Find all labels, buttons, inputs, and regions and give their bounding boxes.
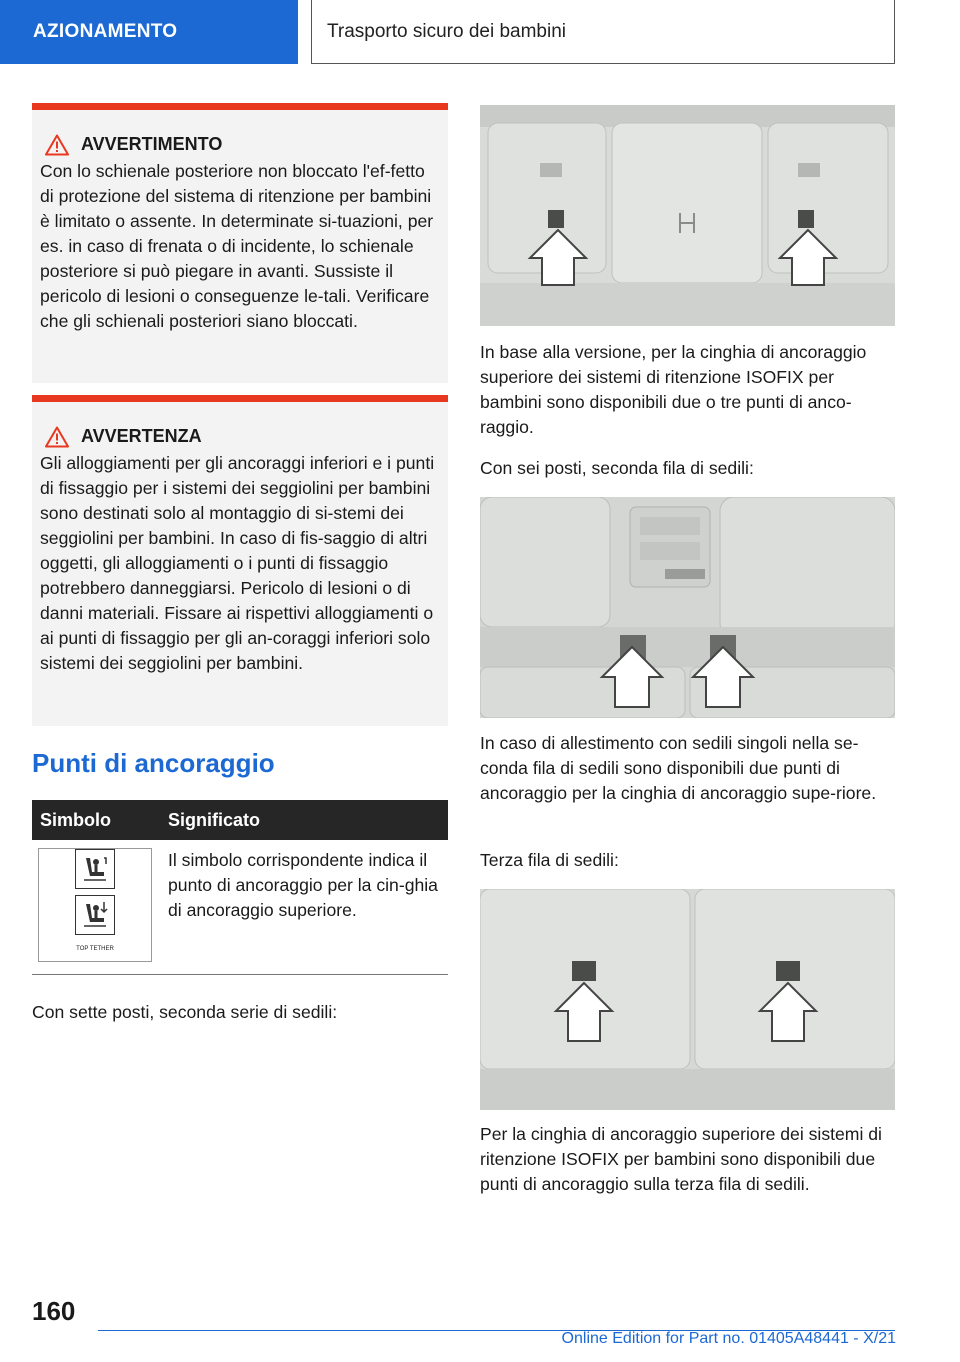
footer-edition: Online Edition for Part no. 01405A48441 - X/21: [561, 1330, 896, 1347]
versions-paragraph: In base alla versione, per la cinghia di ancoraggio superiore dei sistemi di ritenzione ISOFIX per bambini sono disponibili due o tre punti di anco-raggio.: [480, 342, 867, 437]
warning-box-avvertenza: [32, 395, 448, 726]
table-cell-meaning: Il simbolo corrispondente indica il punto di ancoraggio per la cin-ghia di ancoraggio superiore.: [160, 840, 448, 975]
top-tether-icon: [75, 895, 115, 935]
header-topic: Trasporto sicuro dei bambini: [311, 0, 895, 64]
anchor-photo-six-seats: [480, 497, 895, 718]
table-header-meaning: Significato: [160, 800, 448, 840]
warning-triangle-icon: [45, 134, 69, 156]
section-heading: Punti di ancoraggio: [32, 748, 275, 778]
table-header-symbol: Simbolo: [32, 800, 160, 840]
child-seat-anchor-icon: [75, 849, 115, 889]
anchor-photo-third-row: [480, 889, 895, 1110]
page-number: 160: [32, 1296, 76, 1326]
table-cell-symbol: [32, 840, 160, 975]
third-row-paragraph: Per la cinghia di ancoraggio superiore dei sistemi di ritenzione ISOFIX per bambini sono disponibili due punti di ancoraggio sulla terza fila di sedili.: [480, 1124, 882, 1194]
warning-text: Con lo schienale posteriore non bloccato l'ef-fetto di protezione del sistema di ritenzione per bambini è limitato o assente. In determinate si-tuazioni, per es. in caso di frenata o di incidente, lo schienale posteriore si può piegare in avanti. Sussiste il pericolo di lesioni o conseguenze le-tali. Verificare che gli schienali posteriori siano bloccati.: [40, 161, 434, 331]
warning-triangle-icon: [45, 426, 69, 448]
top-tether-caption: TOP TETHER: [76, 945, 114, 952]
header-section-label: AZIONAMENTO: [0, 0, 298, 64]
symbol-table: [32, 800, 448, 975]
anchor-photo-second-row: [480, 105, 895, 326]
seven-seat-caption: Con sette posti, seconda serie di sedili:: [32, 1002, 338, 1022]
warning-title: AVVERTENZA: [81, 426, 202, 446]
third-row-caption: Terza fila di sedili:: [480, 850, 619, 870]
warning-title-row: [40, 132, 440, 157]
table-row: [32, 840, 448, 975]
warning-text: Gli alloggiamenti per gli ancoraggi inferiori e i punti di fissaggio per i sistemi dei seggiolini per bambini sono destinati solo al montaggio di si-stemi dei seggiolini per bambini. In caso di fis-saggio di altri oggetti, gli alloggiamenti o i punti di fissaggio potrebbero danneggiarsi. Pericolo di lesioni o di danni materiali. Fissare ai rispettivi alloggiamenti o ai punti di fissaggio per gli an-coraggi inferiori solo sistemi dei seggiolini per bambini.: [40, 453, 435, 673]
warning-box-avvertimento: [32, 103, 448, 383]
warning-title-row: [40, 424, 440, 449]
top-tether-symbol: [38, 848, 152, 962]
warning-title: AVVERTIMENTO: [81, 134, 223, 154]
single-seats-paragraph: In caso di allestimento con sedili singoli nella se-conda fila di sedili sono disponibili due punti di ancoraggio per la cinghia di ancoraggio supe-riore.: [480, 733, 877, 803]
six-seat-caption: Con sei posti, seconda fila di sedili:: [480, 458, 754, 478]
